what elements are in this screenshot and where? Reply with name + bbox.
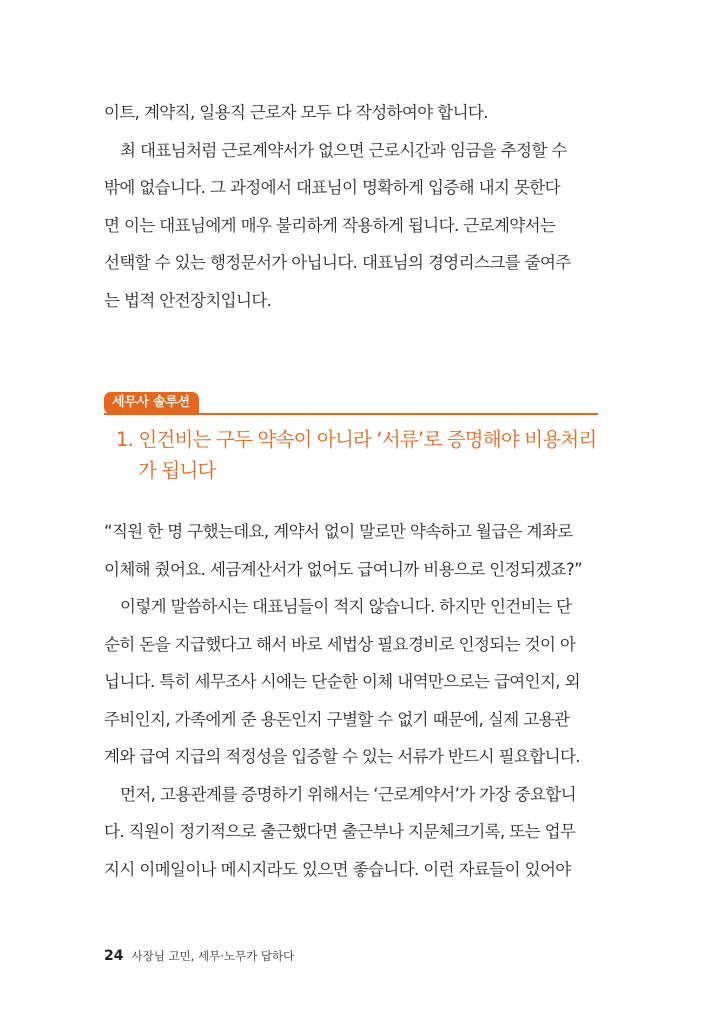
text-line: 최 대표님처럼 근로계약서가 없으면 근로시간과 임금을 추정할 수 — [120, 140, 567, 160]
heading-line-2: 가 됩니다 — [138, 459, 216, 482]
text-line: 이렇게 말씀하시는 대표님들이 적지 않습니다. 하지만 인건비는 단 — [120, 597, 572, 616]
text-line: 밖에 없습니다. 그 과정에서 대표님이 명확하게 입증해 내지 못한다 — [104, 178, 560, 197]
section-label: 세무사 솔루션 — [104, 392, 199, 414]
text-line: 순히 돈을 지급했다고 해서 바로 세법상 필요경비로 인정되는 것이 아 — [104, 634, 576, 654]
text-line: “직원 한 명 구했는데요, 계약서 없이 말로만 약속하고 월급은 계좌로 — [104, 522, 573, 541]
text-line: 이체해 줬어요. 세금계산서가 없어도 급여니까 비용으로 인정되겠죠?” — [104, 559, 583, 579]
body-paragraph-2 — [104, 513, 598, 888]
section-heading — [116, 424, 602, 486]
section-header — [104, 392, 598, 416]
text-line: 주비인지, 가족에게 준 용돈인지 구별할 수 없기 때문에, 실제 고용관 — [104, 709, 570, 729]
text-line: 면 이는 대표님에게 매우 불리하게 작용하게 됩니다. 근로계약서는 — [104, 215, 556, 235]
text-line: 는 법적 안전장치입니다. — [104, 290, 272, 310]
text-line: 다. 직원이 정기적으로 출근했다면 출근부나 지문체크기록, 또는 업무 — [104, 822, 576, 841]
page-number: 24 — [104, 948, 124, 964]
text-line: 이트, 계약직, 일용직 근로자 모두 다 작성하여야 합니다. — [104, 103, 488, 122]
body-paragraph-1 — [104, 94, 598, 319]
page-footer — [104, 948, 294, 964]
text-line: 먼저, 고용관계를 증명하기 위해서는 ‘근로계약서’가 가장 중요합니 — [120, 784, 576, 804]
text-line: 선택할 수 있는 행정문서가 아닙니다. 대표님의 경영리스크를 줄여주 — [104, 253, 571, 272]
text-line: 계와 급여 지급의 적정성을 입증할 수 있는 서류가 반드시 필요합니다. — [104, 747, 580, 766]
heading-line-1: 1. 인건비는 구두 약속이 아니라 ‘서류’로 증명해야 비용처리 — [116, 428, 597, 451]
text-line: 닙니다. 특히 세무조사 시에는 단순한 이체 내역만으로는 급여인지, 외 — [104, 672, 580, 691]
text-line: 지시 이메일이나 메시지라도 있으면 좋습니다. 이런 자료들이 있어야 — [104, 859, 571, 879]
book-title: 사장님 고민, 세무·노무가 답하다 — [131, 949, 295, 963]
